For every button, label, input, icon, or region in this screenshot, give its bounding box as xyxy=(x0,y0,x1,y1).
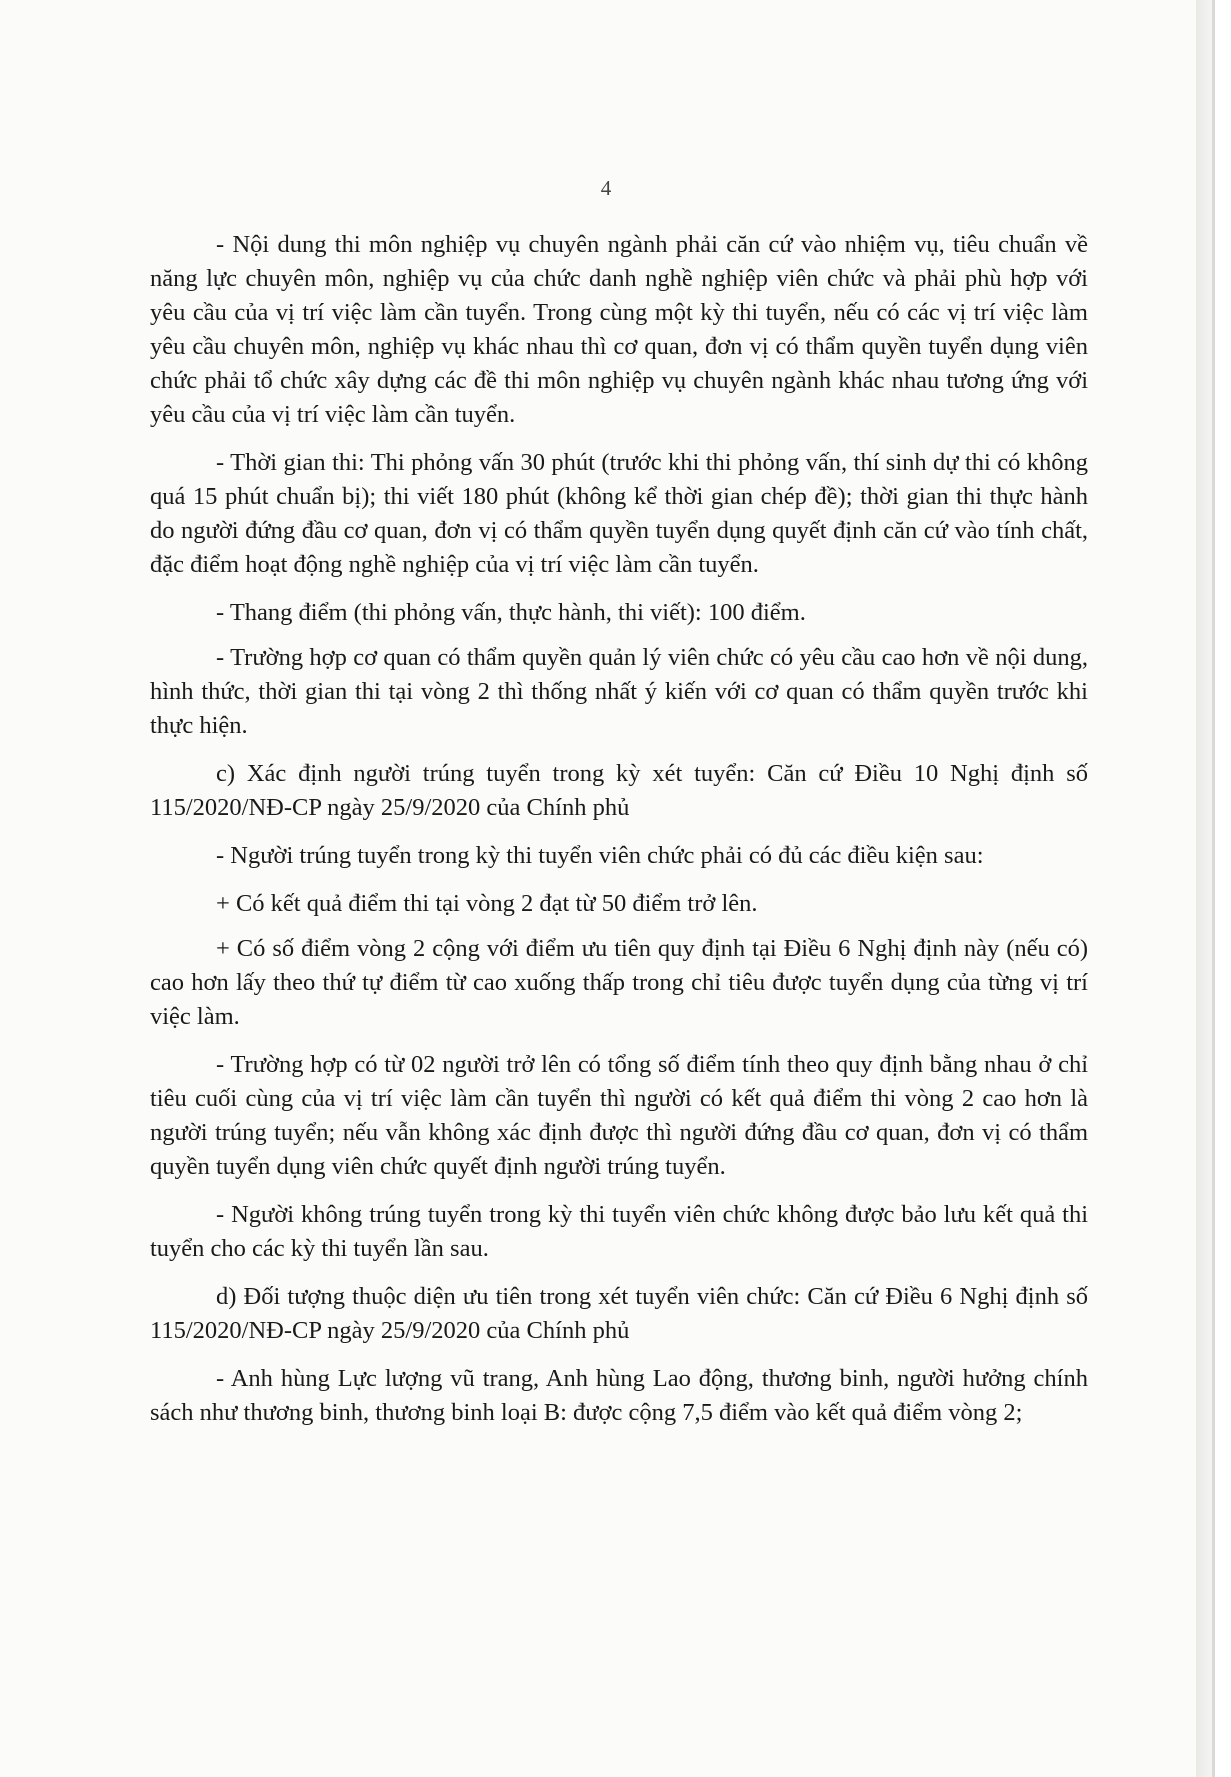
paragraph-section-c: c) Xác định người trúng tuyển trong kỳ xét tuyển: Căn cứ Điều 10 Nghị định số 115/2020/NĐ-CP ngày 25/9/2020 của Chính phủ xyxy=(150,760,1088,821)
paragraph-section-d: d) Đối tượng thuộc diện ưu tiên trong xét tuyển viên chức: Căn cứ Điều 6 Nghị định số 115/2020/NĐ-CP ngày 25/9/2020 của Chính phủ xyxy=(150,1283,1088,1344)
paragraph-priority-heroes: - Anh hùng Lực lượng vũ trang, Anh hùng Lao động, thương binh, người hưởng chính sách như thương binh, thương binh loại B: được cộng 7,5 điểm vào kết quả điểm vòng 2; xyxy=(150,1365,1088,1426)
paragraph-exam-time: - Thời gian thi: Thi phỏng vấn 30 phút (trước khi thi phỏng vấn, thí sinh dự thi có không quá 15 phút chuẩn bị); thi viết 180 phút (không kể thời gian chép đề); thời gian thi thực hành do người đứng đầu cơ quan, đơn vị có thẩm quyền tuyển dụng quyết định căn cứ vào tính chất, đặc điểm hoạt động nghề nghiệp của vị trí việc làm cần tuyển. xyxy=(150,449,1088,578)
paragraph-exam-content: - Nội dung thi môn nghiệp vụ chuyên ngành phải căn cứ vào nhiệm vụ, tiêu chuẩn về năng lực chuyên môn, nghiệp vụ của chức danh nghề nghiệp viên chức và phải phù hợp với yêu cầu của vị trí việc làm cần tuyển. Trong cùng một kỳ thi tuyển, nếu có các vị trí việc làm yêu cầu chuyên môn, nghiệp vụ khác nhau thì cơ quan, đơn vị có thẩm quyền tuyển dụng viên chức phải tổ chức xây dựng các đề thi môn nghiệp vụ chuyên ngành khác nhau tương ứng với yêu cầu của vị trí việc làm cần tuyển. xyxy=(150,231,1088,428)
scan-edge xyxy=(1196,0,1212,1777)
paragraph-no-reservation: - Người không trúng tuyển trong kỳ thi tuyển viên chức không được bảo lưu kết quả thi tuyển cho các kỳ thi tuyển lần sau. xyxy=(150,1201,1088,1262)
paragraph-tie-break: - Trường hợp có từ 02 người trở lên có tổng số điểm tính theo quy định bằng nhau ở chỉ tiêu cuối cùng của vị trí việc làm cần tuyển thì người có kết quả điểm thi vòng 2 cao hơn là người trúng tuyển; nếu vẫn không xác định được thì người đứng đầu cơ quan, đơn vị có thẩm quyền tuyển dụng viên chức quyết định người trúng tuyển. xyxy=(150,1051,1088,1180)
paragraph-score-scale: - Thang điểm (thi phỏng vấn, thực hành, thi viết): 100 điểm. xyxy=(216,599,806,626)
document-body xyxy=(150,228,1088,1444)
paragraph-condition-1: + Có kết quả điểm thi tại vòng 2 đạt từ 50 điểm trở lên. xyxy=(216,890,758,917)
paragraph-successful-conditions: - Người trúng tuyển trong kỳ thi tuyển viên chức phải có đủ các điều kiện sau: xyxy=(216,842,984,869)
page-number: 4 xyxy=(600,176,612,200)
paragraph-condition-2: + Có số điểm vòng 2 cộng với điểm ưu tiên quy định tại Điều 6 Nghị định này (nếu có) cao hơn lấy theo thứ tự điểm từ cao xuống thấp trong chỉ tiêu được tuyển dụng của từng vị trí việc làm. xyxy=(150,935,1088,1030)
paragraph-higher-requirements: - Trường hợp cơ quan có thẩm quyền quản lý viên chức có yêu cầu cao hơn về nội dung, hình thức, thời gian thi tại vòng 2 thì thống nhất ý kiến với cơ quan có thẩm quyền trước khi thực hiện. xyxy=(150,644,1088,739)
